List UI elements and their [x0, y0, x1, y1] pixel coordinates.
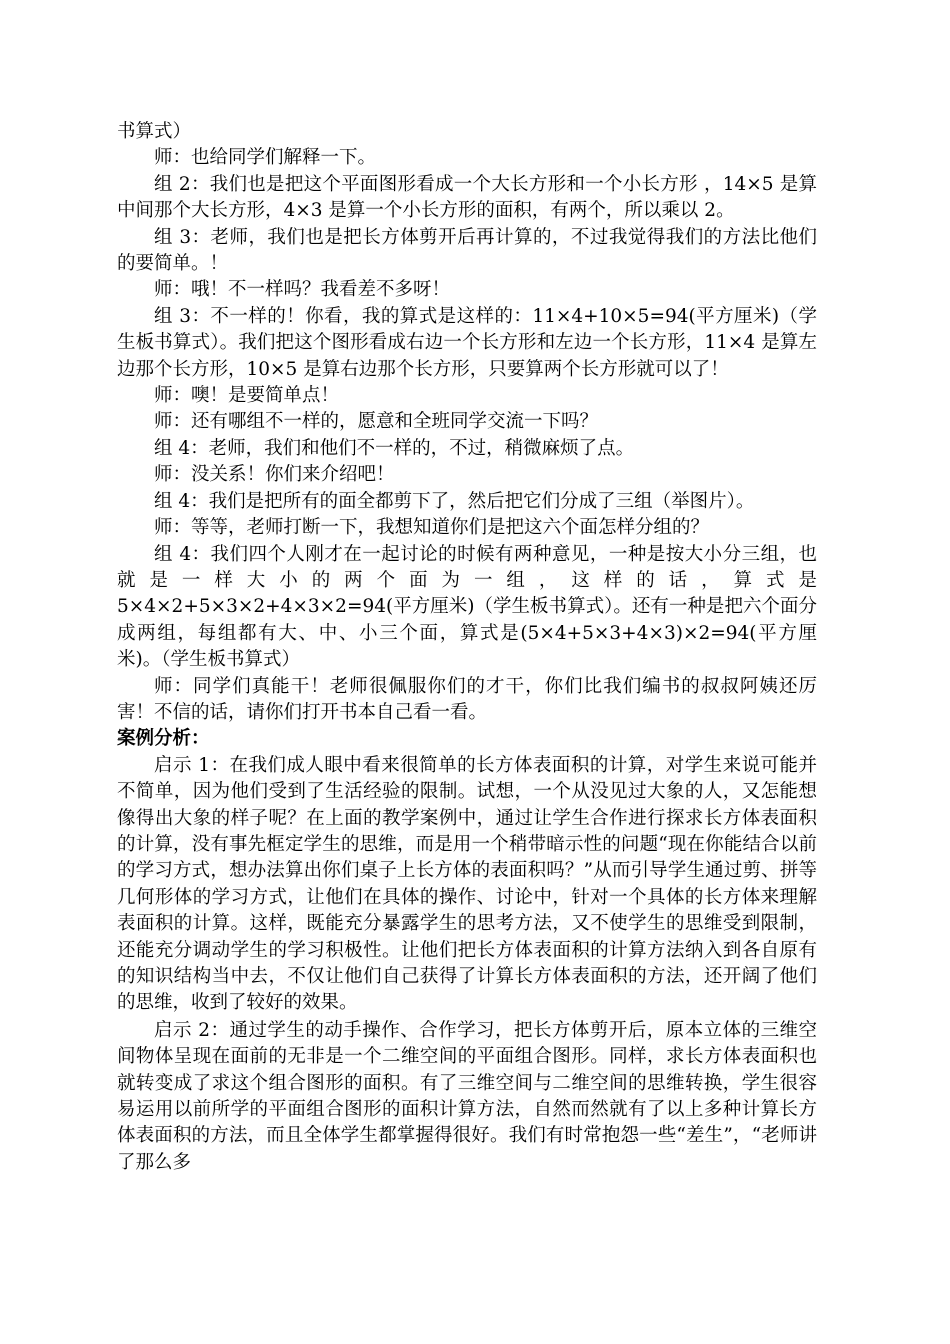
dialogue-line: 师：没关系！你们来介绍吧！ [154, 464, 395, 486]
dialogue-line: 师：哦！不一样吗？我看差不多呀！ [154, 279, 451, 301]
insight-paragraph-1: 启示 1：在我们成人眼中看来很简单的长方体表面积的计算，对学生来说可能并不简单，因为他们受到了生活经验的限制。试想，一个从没见过大象的人，又怎能想像得出大象的样子呢？在上面的教学案例中，通过让学生合作进行探求长方体表面积的计算，没有事先框定学生的思维，而是用一个稍带暗示性的问题“现在你能结合以前的学习方式，想办法算出你们桌子上长方体的表面积吗？”从而引导学生通过剪、拼等几何形体的学习方式，让他们在具体的操作、讨论中，针对一个具体的长方体来理解表面积的计算。这样，既能充分暴露学生的思考方法，又不使学生的思维受到限制，还能充分调动学生的学习积极性。让他们把长方体表面积的计算方法纳入到各自原有的知识结构当中去，不仅让他们自己获得了计算长方体表面积的方法，还开阔了他们的思维，收到了较好的效果。 [117, 754, 817, 1014]
dialogue-line: 师：等等，老师打断一下，我想知道你们是把这六个面怎样分组的？ [154, 517, 710, 539]
section-heading: 案例分析： [117, 728, 210, 750]
dialogue-line: 师：还有哪组不一样的，愿意和全班同学交流一下吗？ [154, 411, 599, 433]
dialogue-line: 组 2：我们也是把这个平面图形看成一个大长方形和一个小长方形 ，14×5 是算中间那个大长方形，4×3 是算一个小长方形的面积，有两个，所以乘以 2。 [117, 173, 817, 222]
dialogue-line: 师：也给同学们解释一下。 [154, 147, 377, 169]
dialogue-line: 师：同学们真能干！老师很佩服你们的才干，你们比我们编书的叔叔阿姨还厉害！不信的话，请你们打开书本自己看一看。 [117, 675, 817, 723]
dialogue-line: 组 4：我们四个人刚才在一起讨论的时候有两种意见，一种是按大小分三组，也就是一样大小的两个面为一组，这样的话，算式是 5×4×2+5×3×2+4×3×2=94(平方厘米)（学生板书算式）。还有一种是把六个面分成两组，每组都有大、中、小三个面，算式是(5×4+5×3+4×3)×2=94(平方厘米)。（学生板书算式） [117, 543, 817, 671]
insight-paragraph-2: 启示 2：通过学生的动手操作、合作学习，把长方体剪开后，原本立体的三维空间物体呈现在面前的无非是一个二维空间的平面组合图形。同样，求长方体表面积也就转变成了求这个组合图形的面积。有了三维空间与二维空间的思维转换，学生很容易运用以前所学的平面组合图形的面积计算方法，自然而然就有了以上多种计算长方体表面积的方法，而且全体学生都掌握得很好。我们有时常抱怨一些“差生”，“老师讲了那么多 [117, 1019, 817, 1173]
dialogue-line: 组 4：我们是把所有的面全都剪下了，然后把它们分成了三组（举图片）。 [154, 490, 755, 512]
dialogue-line: 书算式） [117, 121, 192, 142]
document-page [117, 119, 817, 1176]
dialogue-line: 组 4：老师，我们和他们不一样的，不过，稍微麻烦了点。 [154, 437, 635, 459]
dialogue-line: 师：噢！是要简单点！ [154, 385, 340, 407]
dialogue-line: 组 3：不一样的！你看，我的算式是这样的：11×4+10×5=94(平方厘米)（学生板书算式）。我们把这个图形看成右边一个长方形和左边一个长方形，11×4 是算左边那个长方形，10×5 是算右边那个长方形，只要算两个长方形就可以了！ [117, 305, 817, 380]
dialogue-line: 组 3：老师，我们也是把长方体剪开后再计算的，不过我觉得我们的方法比他们的要简单。！ [117, 226, 817, 275]
